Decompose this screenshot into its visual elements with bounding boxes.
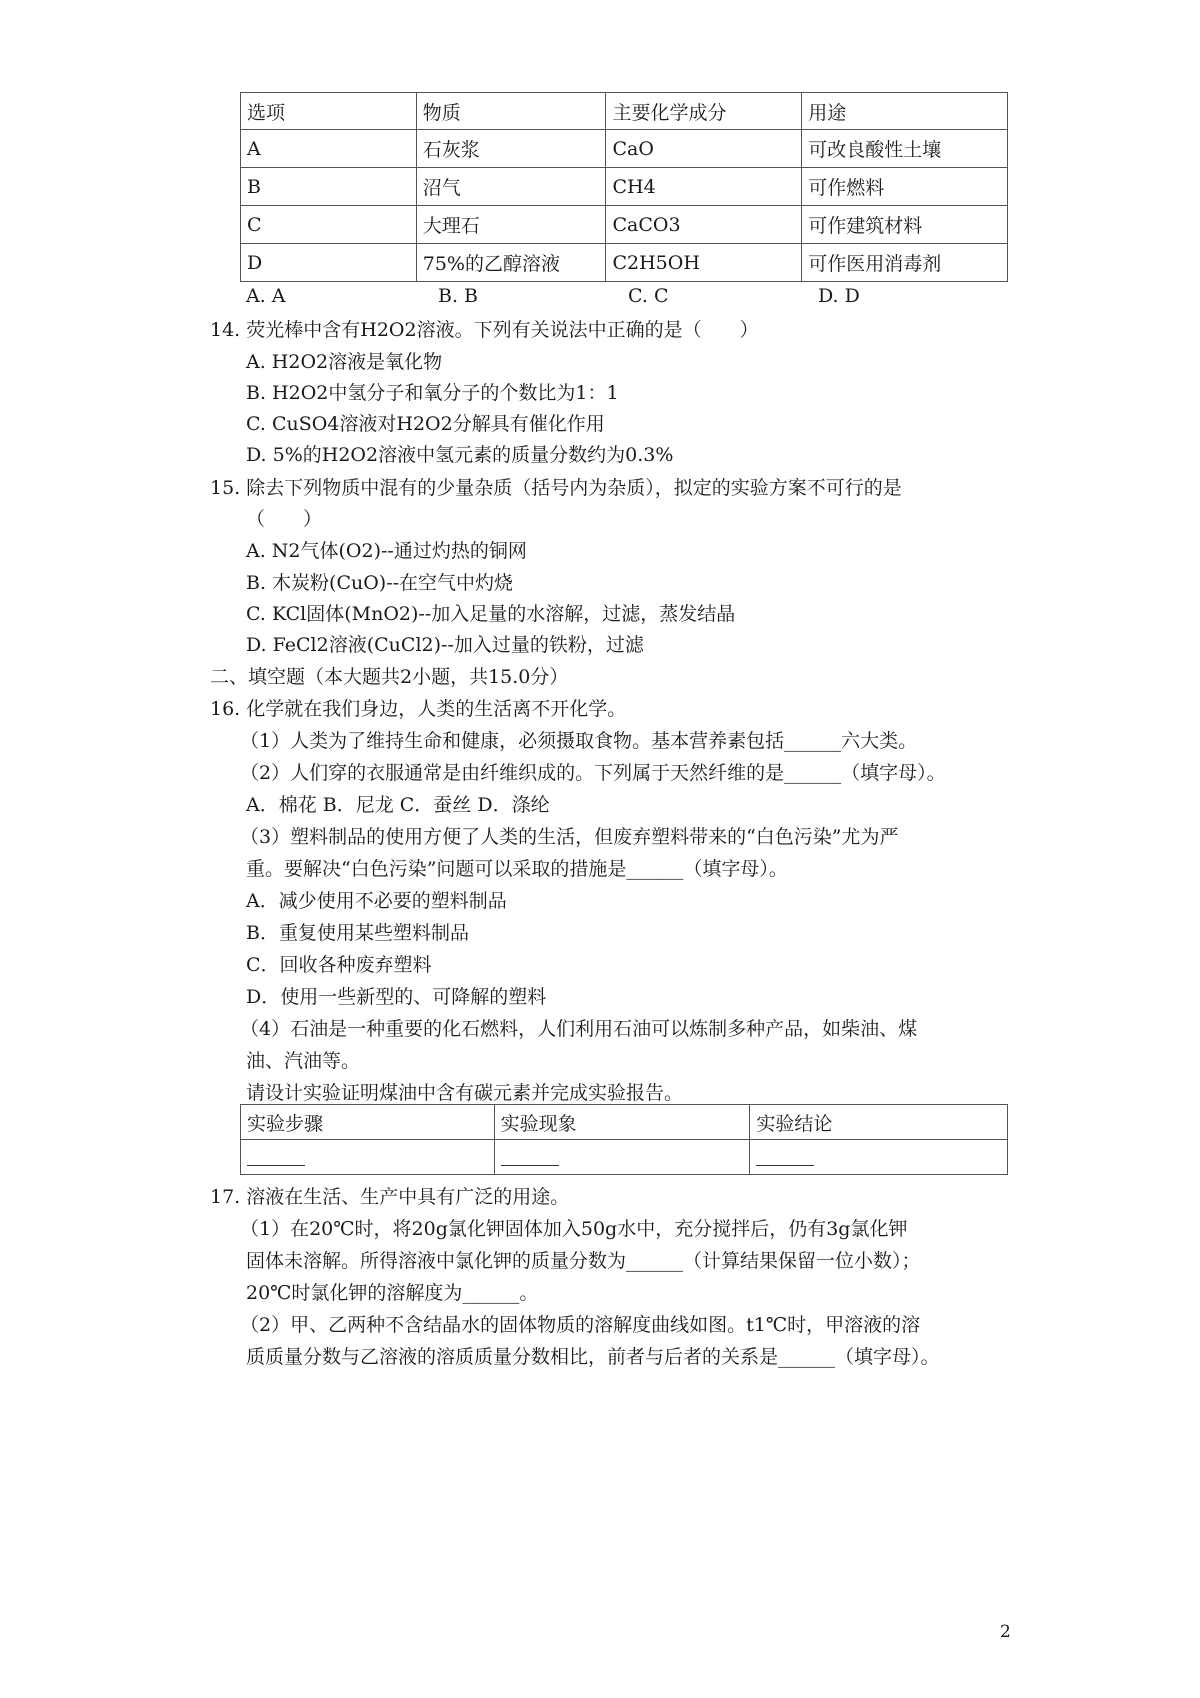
q14-option-a: A. H2O2溶液是氧化物: [246, 351, 443, 373]
table-header-row: [241, 1105, 1008, 1140]
q15-stem-cont: （ ）: [246, 508, 323, 530]
header-cell: 选项: [241, 93, 417, 130]
q16-stem: 16. 化学就在我们身边，人类的生活离不开化学。: [210, 698, 627, 720]
substance-cell: 沼气: [416, 168, 606, 206]
page-number: 2: [1000, 1622, 1011, 1642]
q16-part3-option-b: B．重复使用某些塑料制品: [246, 922, 469, 944]
header-cell: 实验步骤: [241, 1105, 495, 1140]
header-cell: 用途: [802, 93, 1008, 130]
option-cell: C: [241, 206, 417, 244]
q15-option-c: C. KCl固体(MnO2)--加入足量的水溶解，过滤，蒸发结晶: [246, 603, 736, 625]
answer-blank-cell[interactable]: [241, 1140, 495, 1175]
q16-part3-line1: （3）塑料制品的使用方便了人类的生活，但废弃塑料带来的“白色污染”尤为严: [240, 826, 899, 848]
q15-stem: 15. 除去下列物质中混有的少量杂质（括号内为杂质），拟定的实验方案不可行的是: [210, 477, 902, 499]
use-cell: 可作建筑材料: [802, 206, 1008, 244]
q17-part1-line2: 固体未溶解。所得溶液中氯化钾的质量分数为______（计算结果保留一位小数）；: [246, 1250, 921, 1272]
q16-part2-options: A．棉花 B．尼龙 C．蚕丝 D．涤纶: [246, 794, 550, 816]
q16-part3-option-d: D．使用一些新型的、可降解的塑料: [246, 986, 547, 1008]
choice-d: D. D: [818, 285, 860, 307]
q17-part2-line2: 质质量分数与乙溶液的溶质质量分数相比，前者与后者的关系是______（填字母）。: [246, 1346, 940, 1368]
header-cell: 实验结论: [750, 1105, 1008, 1140]
q17-part1-line3: 20℃时氯化钾的溶解度为______。: [246, 1282, 539, 1304]
header-cell: 主要化学成分: [606, 93, 802, 130]
header-cell: 实验现象: [494, 1105, 750, 1140]
option-cell: B: [241, 168, 417, 206]
table-row: [241, 130, 1008, 168]
answer-blank[interactable]: [247, 1143, 305, 1166]
formula-cell: CH4: [606, 168, 802, 206]
option-cell: D: [241, 244, 417, 282]
table-row: [241, 206, 1008, 244]
choice-b: B. B: [438, 285, 479, 307]
q16-part3-option-a: A．减少使用不必要的塑料制品: [246, 890, 507, 912]
substance-cell: 75%的乙醇溶液: [416, 244, 606, 282]
use-cell: 可作燃料: [802, 168, 1008, 206]
q13-table: [240, 92, 1008, 282]
header-cell: 物质: [416, 93, 606, 130]
option-cell: A: [241, 130, 417, 168]
table-row: [241, 244, 1008, 282]
q15-option-a: A. N2气体(O2)--通过灼热的铜网: [246, 540, 527, 562]
answer-blank-cell[interactable]: [494, 1140, 750, 1175]
q14-option-c: C. CuSO4溶液对H2O2分解具有催化作用: [246, 413, 605, 435]
formula-cell: C2H5OH: [606, 244, 802, 282]
q17-part1-line1: （1）在20℃时，将20g氯化钾固体加入50g水中，充分搅拌后，仍有3g氯化钾: [240, 1218, 908, 1240]
table-header-row: [241, 93, 1008, 130]
choice-a: A. A: [246, 285, 286, 307]
answer-blank[interactable]: [756, 1143, 814, 1166]
q16-part4-line1: （4）石油是一种重要的化石燃料，人们利用石油可以炼制多种产品，如柴油、煤: [240, 1018, 918, 1040]
formula-cell: CaCO3: [606, 206, 802, 244]
table-row: [241, 168, 1008, 206]
q16-part4-line2: 油、汽油等。: [246, 1050, 361, 1072]
q16-part3-option-c: C．回收各种废弃塑料: [246, 954, 432, 976]
answer-blank[interactable]: [501, 1143, 559, 1166]
q14-option-b: B. H2O2中氢分子和氧分子的个数比为1：1: [246, 382, 619, 404]
choice-c: C. C: [628, 285, 669, 307]
experiment-report-table: [240, 1104, 1008, 1175]
formula-cell: CaO: [606, 130, 802, 168]
q15-option-d: D. FeCl2溶液(CuCl2)--加入过量的铁粉，过滤: [246, 634, 644, 656]
table-row: [241, 1140, 1008, 1175]
q17-part2-line1: （2）甲、乙两种不含结晶水的固体物质的溶解度曲线如图。t1℃时，甲溶液的溶: [240, 1314, 921, 1336]
q13-choices: [246, 285, 860, 307]
substance-cell: 大理石: [416, 206, 606, 244]
q14-stem: 14. 荧光棒中含有H2O2溶液。下列有关说法中正确的是（ ）: [210, 319, 759, 341]
q17-stem: 17. 溶液在生活、生产中具有广泛的用途。: [210, 1186, 570, 1208]
q15-option-b: B. 木炭粉(CuO)--在空气中灼烧: [246, 572, 514, 594]
q16-part3-line2: 重。要解决“白色污染”问题可以采取的措施是______（填字母）。: [246, 858, 788, 880]
q16-part4-line3: 请设计实验证明煤油中含有碳元素并完成实验报告。: [246, 1082, 684, 1104]
q16-part2: （2）人们穿的衣服通常是由纤维织成的。下列属于天然纤维的是______（填字母）。: [240, 762, 946, 784]
q14-option-d: D. 5%的H2O2溶液中氢元素的质量分数约为0.3%: [246, 444, 674, 466]
use-cell: 可作医用消毒剂: [802, 244, 1008, 282]
substance-cell: 石灰浆: [416, 130, 606, 168]
section-heading: 二、填空题（本大题共2小题，共15.0分）: [210, 666, 569, 688]
q16-part1: （1）人类为了维持生命和健康，必须摄取食物。基本营养素包括______六大类。: [240, 730, 918, 752]
answer-blank-cell[interactable]: [750, 1140, 1008, 1175]
use-cell: 可改良酸性土壤: [802, 130, 1008, 168]
